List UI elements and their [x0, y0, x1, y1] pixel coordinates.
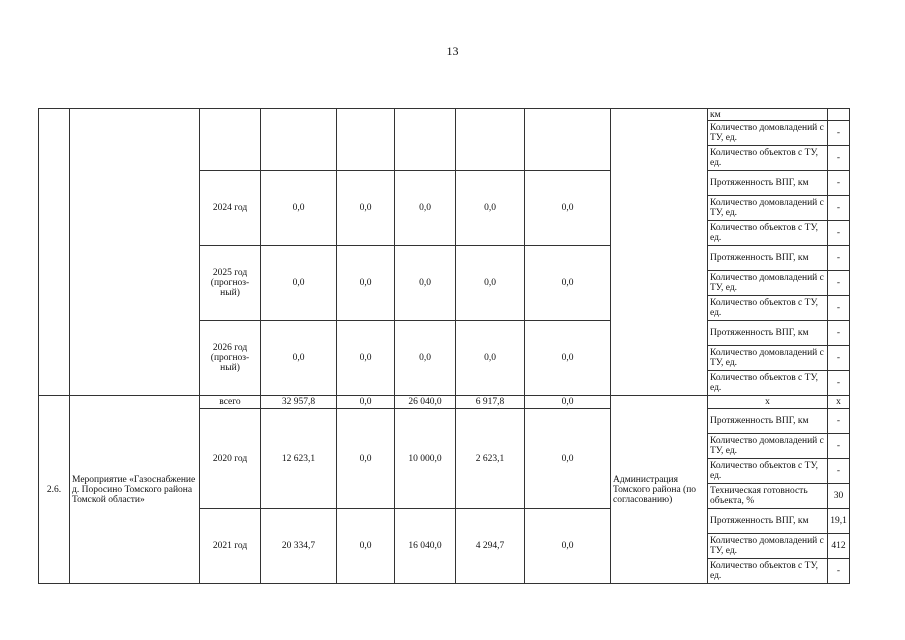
indicator-value — [828, 109, 850, 121]
indicator-label: Протяженность ВПГ, км — [708, 171, 828, 196]
measure-name: Мероприятие «Газоснабжение д. Поросино Томского района Томской области» — [70, 396, 200, 584]
value-cell: 0,0 — [456, 246, 525, 321]
indicator-label: Протяженность ВПГ, км — [708, 321, 828, 346]
value-cell: 32 957,8 — [261, 396, 337, 409]
indicator-label: Количество объектов с ТУ, ед. — [708, 559, 828, 584]
value-cell: 0,0 — [395, 171, 456, 246]
indicator-value: - — [828, 559, 850, 584]
period-cell: 2021 год — [200, 509, 261, 584]
value-cell: 0,0 — [395, 246, 456, 321]
indicator-label: Протяженность ВПГ, км — [708, 409, 828, 434]
value-cell: 26 040,0 — [395, 396, 456, 409]
indicator-value: - — [828, 409, 850, 434]
indicator-value: - — [828, 434, 850, 459]
value-cell: 0,0 — [337, 171, 395, 246]
value-cell: 0,0 — [456, 171, 525, 246]
value-cell: 0,0 — [525, 396, 611, 409]
period-cell: всего — [200, 396, 261, 409]
period-cell — [200, 109, 261, 171]
indicator-value: - — [828, 371, 850, 396]
indicator-label: Количество домовладений с ТУ, ед. — [708, 196, 828, 221]
indicator-label: Количество домовладений с ТУ, ед. — [708, 434, 828, 459]
value-cell — [261, 109, 337, 171]
indicator-value: х — [828, 396, 850, 409]
indicator-value: 30 — [828, 484, 850, 509]
value-cell: 0,0 — [261, 171, 337, 246]
value-cell: 0,0 — [337, 509, 395, 584]
indicator-label: Количество домовладений с ТУ, ед. — [708, 121, 828, 146]
indicator-value: - — [828, 321, 850, 346]
indicator-label: Техническая готовность объекта, % — [708, 484, 828, 509]
indicator-label: Количество домовладений с ТУ, ед. — [708, 271, 828, 296]
value-cell — [456, 109, 525, 171]
value-cell: 6 917,8 — [456, 396, 525, 409]
value-cell: 0,0 — [525, 171, 611, 246]
period-cell: 2026 год (прогноз-ный) — [200, 321, 261, 396]
value-cell: 0,0 — [525, 246, 611, 321]
indicator-label: Количество домовладений с ТУ, ед. — [708, 346, 828, 371]
value-cell: 0,0 — [261, 246, 337, 321]
value-cell: 10 000,0 — [395, 409, 456, 509]
indicator-value: - — [828, 296, 850, 321]
page-number: 13 — [446, 44, 459, 58]
value-cell: 0,0 — [337, 321, 395, 396]
period-cell: 2025 год (прогноз-ный) — [200, 246, 261, 321]
indicator-value: - — [828, 459, 850, 484]
indicator-label: Протяженность ВПГ, км — [708, 246, 828, 271]
value-cell — [525, 109, 611, 171]
measure-name — [70, 109, 200, 396]
period-cell: 2020 год — [200, 409, 261, 509]
indicator-value: - — [828, 271, 850, 296]
indicator-value: - — [828, 196, 850, 221]
value-cell: 0,0 — [261, 321, 337, 396]
value-cell: 4 294,7 — [456, 509, 525, 584]
indicator-label: Количество домовладений с ТУ, ед. — [708, 534, 828, 559]
indicator-value: - — [828, 221, 850, 246]
indicator-value: - — [828, 171, 850, 196]
value-cell — [395, 109, 456, 171]
value-cell: 0,0 — [525, 321, 611, 396]
value-cell: 20 334,7 — [261, 509, 337, 584]
value-cell: 0,0 — [525, 509, 611, 584]
indicator-value: 19,1 — [828, 509, 850, 534]
value-cell: 0,0 — [337, 396, 395, 409]
indicator-label: Количество объектов с ТУ, ед. — [708, 371, 828, 396]
executor-cell: Администрация Томского района (по согласованию) — [611, 396, 708, 584]
indicator-label: Количество объектов с ТУ, ед. — [708, 459, 828, 484]
program-table — [38, 108, 850, 584]
value-cell: 16 040,0 — [395, 509, 456, 584]
value-cell: 0,0 — [337, 409, 395, 509]
row-number: 2.6. — [39, 396, 70, 584]
indicator-label: км — [708, 109, 828, 121]
value-cell — [337, 109, 395, 171]
indicator-label: Количество объектов с ТУ, ед. — [708, 221, 828, 246]
indicator-value: - — [828, 346, 850, 371]
row-number — [39, 109, 70, 396]
value-cell: 0,0 — [337, 246, 395, 321]
indicator-label: Количество объектов с ТУ, ед. — [708, 296, 828, 321]
value-cell: 0,0 — [395, 321, 456, 396]
indicator-value: 412 — [828, 534, 850, 559]
executor-cell — [611, 109, 708, 396]
value-cell: 12 623,1 — [261, 409, 337, 509]
value-cell: 0,0 — [525, 409, 611, 509]
period-cell: 2024 год — [200, 171, 261, 246]
indicator-value: - — [828, 146, 850, 171]
indicator-value: - — [828, 121, 850, 146]
indicator-value: - — [828, 246, 850, 271]
indicator-label: Протяженность ВПГ, км — [708, 509, 828, 534]
indicator-label: х — [708, 396, 828, 409]
value-cell: 0,0 — [456, 321, 525, 396]
value-cell: 2 623,1 — [456, 409, 525, 509]
indicator-label: Количество объектов с ТУ, ед. — [708, 146, 828, 171]
